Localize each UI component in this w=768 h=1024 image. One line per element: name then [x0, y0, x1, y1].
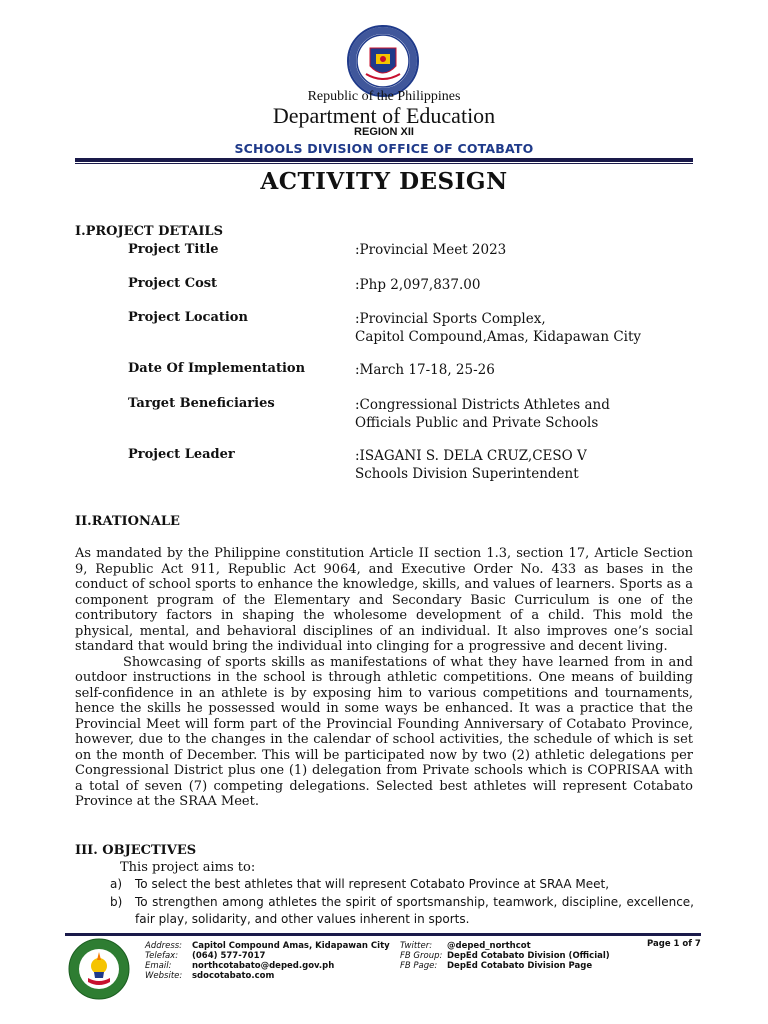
telefax-label: Telefax: [145, 951, 179, 961]
project-leader-label: Project Leader [128, 447, 235, 462]
objective-text: To select the best athletes that will represent Cotabato Province at SRAA Meet, [135, 877, 610, 891]
target-beneficiaries-value: :Congressional Districts Athletes and Officials Public and Private Schools [355, 397, 610, 431]
project-leader-value: :ISAGANI S. DELA CRUZ,CESO V Schools Division Superintendent [355, 448, 587, 482]
rationale-paragraph: Showcasing of sports skills as manifestations of what they have learned from in and outdoor instructions in the school is through athletic competitions. One means of building self-confidence in an athlete is by exposing him to various competitions and tournaments, hence the skills he possessed would in some ways be enhanced. It was a practice that the Provincial Meet will form part of the Provincial Founding Anniversary of Cotabato Province, however, due to the changes in the calendar of school activities, the schedule of which is set on the month of December. This will be participated now by two (2) athletic delegations per Congressional District plus one (1) delegation from Private schools which is COPRISAA with a total of seven (7) competing delegations. Selected best athletes will represent Cotabato Province at the SRAA Meet. [75, 654, 693, 809]
header-divider-thick [75, 158, 693, 162]
document-title: ACTIVITY DESIGN [260, 168, 508, 195]
footer-social-values [447, 941, 610, 971]
region-label: REGION XII [354, 126, 414, 138]
objective-item [110, 876, 694, 893]
rationale-paragraph: As mandated by the Philippine constitution Article II section 1.3, section 17, Article Section 9, Republic Act 911, Republic Act 9064, and Executive Order No. 433 as bases in the conduct of school sports to enhance the knowledge, skills, and values of learners. Sports as a component program of the Elementary and Secondary Basic Curriculum is one of the contributory factors in shaping the wholesome development of a child. This mold the physical, mental, and behavioral disciplines of an individual. It also improves one’s social standard that would bring the individual into clinging for a progressive and decent living. [75, 546, 693, 654]
footer-contact-values [192, 941, 390, 981]
date-of-implementation-label: Date Of Implementation [128, 361, 306, 376]
address-label: Address: [145, 941, 183, 951]
project-location-value: :Provincial Sports Complex, Capitol Compound,Amas, Kidapawan City [355, 311, 642, 345]
objective-marker: b) [110, 895, 123, 909]
department-name: Department of Education [272, 103, 496, 128]
division-office: SCHOOLS DIVISION OFFICE OF COTABATO [234, 141, 534, 156]
fb-page-link[interactable]: DepEd Cotabato Division Page [447, 961, 593, 971]
email-label: Email: [145, 961, 172, 971]
page-number: Page 1 of 7 [647, 939, 701, 949]
division-logo [68, 938, 130, 1000]
footer-divider [65, 933, 701, 936]
objective-item [110, 894, 694, 928]
section-objectives-heading: III. OBJECTIVES [75, 843, 197, 858]
deped-seal-logo [346, 24, 420, 98]
objective-marker: a) [110, 877, 123, 891]
website-link[interactable]: sdocotabato.com [192, 971, 275, 981]
project-cost-value: :Php 2,097,837.00 [355, 277, 481, 293]
header-divider-thin [75, 163, 693, 164]
republic-line: Republic of the Philippines [307, 89, 461, 104]
fb-group-label: FB Group: [400, 951, 443, 961]
twitter-label: Twitter: [400, 941, 433, 951]
fb-page-label: FB Page: [400, 961, 438, 971]
objective-text: To strengthen among athletes the spirit of sportsmanship, teamwork, discipline, excellence, fair play, solidarity, and other values inherent in sports. [135, 895, 694, 926]
date-of-implementation-value: :March 17-18, 25-26 [355, 362, 495, 378]
project-location-label: Project Location [128, 310, 248, 325]
rationale-body [75, 546, 693, 810]
footer-social-labels [400, 941, 442, 971]
project-title-label: Project Title [128, 242, 219, 257]
telefax-value: (064) 577-7017 [192, 951, 266, 961]
section-project-details-heading: I.PROJECT DETAILS [75, 224, 223, 239]
target-beneficiaries-label: Target Beneficiaries [128, 396, 275, 411]
website-label: Website: [145, 971, 183, 981]
project-cost-label: Project Cost [128, 276, 218, 291]
objectives-intro: This project aims to: [120, 860, 256, 875]
email-link[interactable]: northcotabato@deped.gov.ph [192, 961, 335, 971]
project-title-value: :Provincial Meet 2023 [355, 242, 507, 258]
section-rationale-heading: II.RATIONALE [75, 514, 180, 529]
footer-contact-labels [145, 941, 182, 981]
address-value: Capitol Compound Amas, Kidapawan City [192, 941, 390, 951]
twitter-link[interactable]: @deped_northcot [447, 941, 531, 951]
fb-group-link[interactable]: DepEd Cotabato Division (Official) [447, 951, 610, 961]
